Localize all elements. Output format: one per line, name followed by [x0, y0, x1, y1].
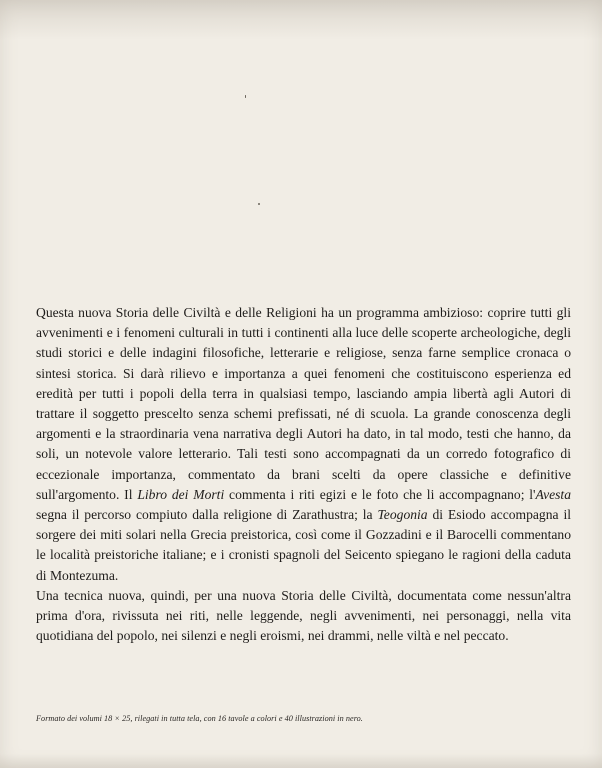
paragraph-intro: Questa nuova Storia delle Civiltà e delle Religioni ha un programma ambizioso: coprire tutti gli avvenimenti e i fenomeni culturali in tutti i continenti alla luce delle scoperte archeologiche, degli studi storici e delle indagini filosofiche, letterarie e religiose, senza farne semplice cronaca o sintesi storica. Si darà rilievo e importanza a quei fenomeni che costituiscono esperienza ed eredità per tutti i popoli della terra in qualsiasi tempo, lasciando ampia libertà agli Autori di trattare il soggetto prescelto senza schemi prefissati, né di scuola. La grande conoscenza degli argomenti e la straordinaria vena narrativa degli Autori ha dato, in tal modo, testi che hanno, da soli, un notevole valore letterario. Tali testi sono accompagnati da un corredo fotografico di eccezionale importanza, commentato da brani scelti da opere classiche e definitive sull'argomento. Il Libro dei Morti commenta i riti egizi e le foto che li accompagnano; l'Avesta segna il percorso compiuto dalla religione di Zarathustra; la Teogonia di Esiodo accompagna il sorgere dei miti solari nella Grecia preistorica, così come il Gozzadini e il Barocelli commentano le località preistoriche italiane; e i cronisti spagnoli del Seicento spiegano le ragioni della caduta di Montezuma.: [36, 305, 572, 583]
paragraph-conclusion: Una tecnica nuova, quindi, per una nuova Storia delle Civiltà, documentata come nessun'altra prima d'ora, rivissuta nei riti, nelle leggende, negli avvenimenti, nei personaggi, nella vita quotidiana del popolo, nei silenzi e negli eroismi, nei drammi, nelle viltà e nel peccato.: [36, 587, 571, 644]
description-text: [36, 303, 571, 646]
paper-speck: [245, 95, 246, 98]
paper-speck: [258, 203, 260, 205]
book-title-teogonia: Teogonia: [377, 507, 428, 523]
book-title-libro-dei-morti: Libro dei Morti: [137, 486, 225, 502]
format-footnote: Formato dei volumi 18 × 25, rilegati in tutta tela, con 16 tavole a colori e 40 illustrazioni in nero.: [36, 714, 363, 723]
book-title-avesta: Avesta: [535, 486, 571, 502]
